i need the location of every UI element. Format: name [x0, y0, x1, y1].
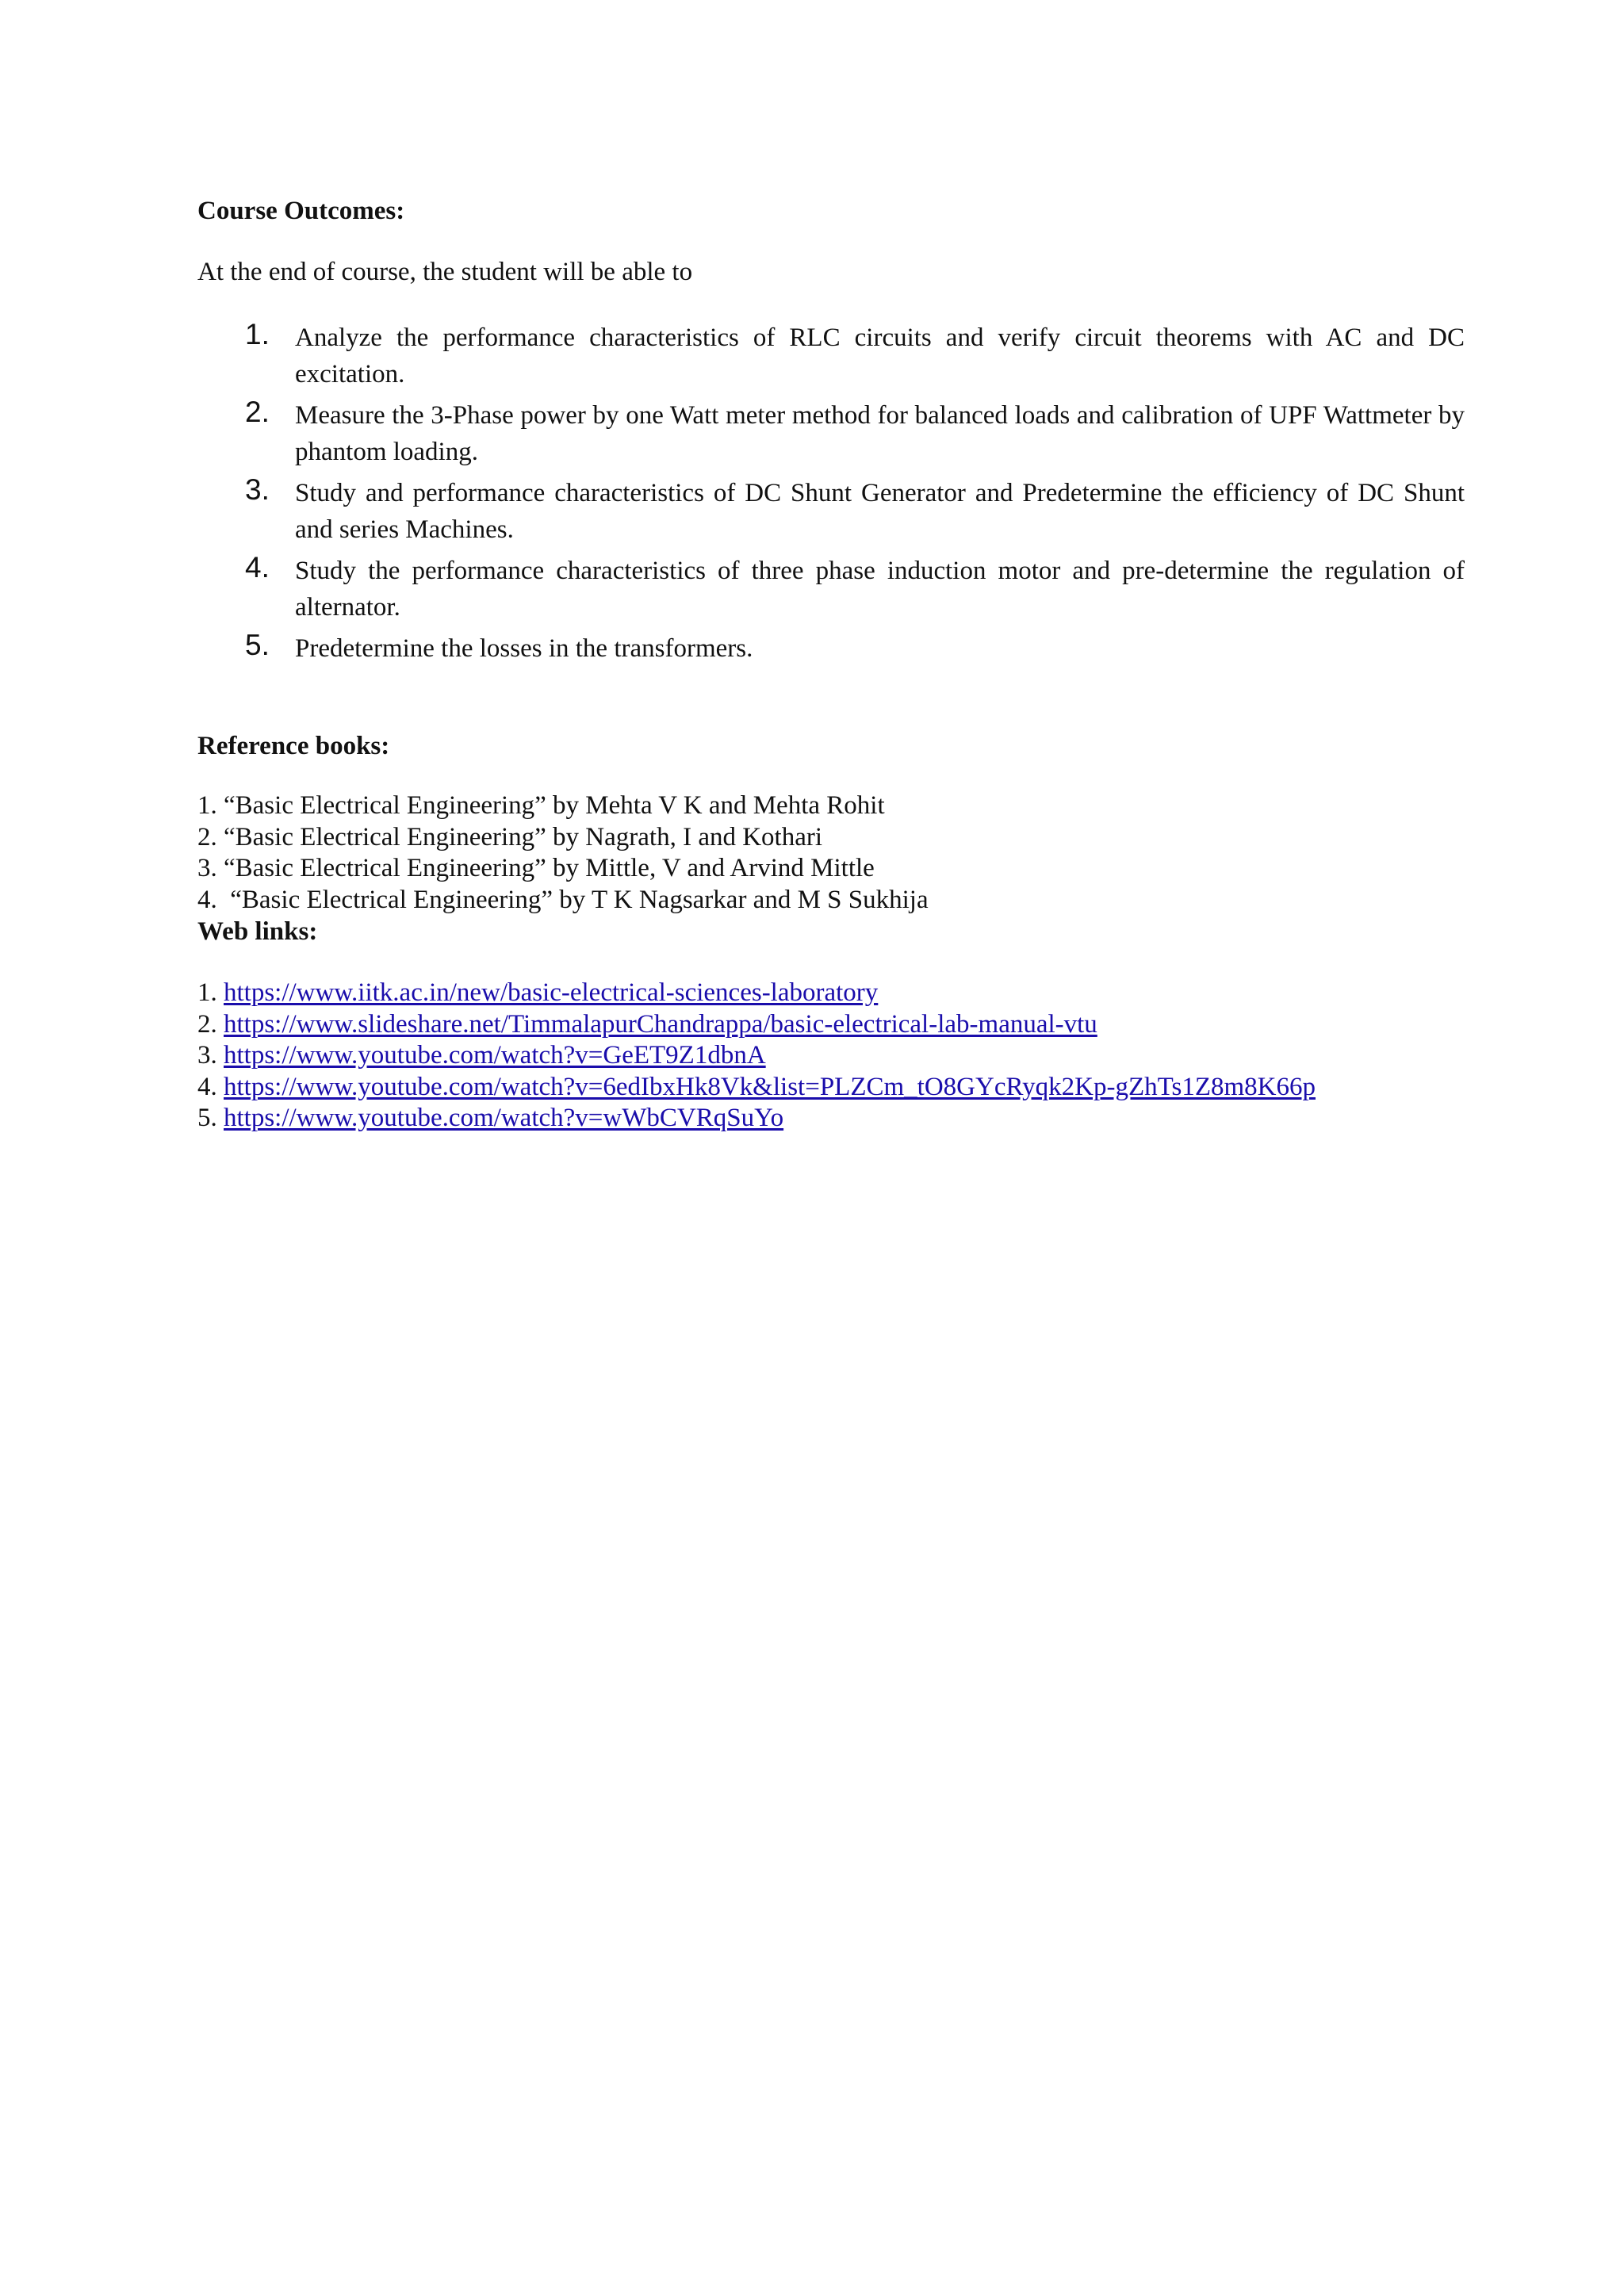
outcome-text: Analyze the performance characteristics of RLC circuits and verify circuit theorems with AC and DC excitation.: [295, 323, 1465, 388]
item-number: 4.: [197, 885, 231, 914]
list-item: [197, 1103, 1465, 1135]
list-item: [197, 885, 1465, 916]
web-link[interactable]: https://www.iitk.ac.in/new/basic-electrical-sciences-laboratory: [224, 978, 879, 1007]
outcome-number: 1.: [245, 318, 270, 350]
outcome-text: Predetermine the losses in the transformers.: [295, 634, 753, 663]
list-item: [197, 397, 1465, 470]
web-link[interactable]: https://www.youtube.com/watch?v=6edIbxHk8Vk&list=PLZCm_tO8GYcRyqk2Kp-gZhTs1Z8m8K66p: [224, 1072, 1316, 1101]
item-number: 2.: [197, 1009, 224, 1039]
list-item: [197, 320, 1465, 392]
course-outcomes-heading: Course Outcomes:: [197, 197, 405, 225]
page-content: [197, 195, 1465, 1135]
item-number: 3.: [197, 854, 224, 882]
web-link[interactable]: https://www.youtube.com/watch?v=wWbCVRqSuYo: [224, 1104, 784, 1132]
list-item: [197, 790, 1465, 822]
item-number: 4.: [197, 1072, 224, 1101]
list-item: [197, 822, 1465, 854]
list-item: [197, 475, 1465, 548]
outcome-text: Measure the 3-Phase power by one Watt meter method for balanced loads and calibration of UPF Wattmeter by phantom loading.: [295, 401, 1465, 466]
web-link[interactable]: https://www.youtube.com/watch?v=GeET9Z1dbnA: [224, 1041, 766, 1070]
reference-book: “Basic Electrical Engineering” by T K Nagsarkar and M S Sukhija: [230, 885, 929, 914]
reference-book: “Basic Electrical Engineering” by Nagrath, I and Kothari: [224, 822, 823, 851]
outcome-text: Study the performance characteristics of three phase induction motor and pre-determine the regulation of alternator.: [295, 557, 1465, 622]
outcome-text: Study and performance characteristics of DC Shunt Generator and Predetermine the efficiency of DC Shunt and series Machines.: [295, 479, 1465, 544]
list-item: [197, 978, 1465, 1009]
list-item: [197, 630, 1465, 667]
list-item: [197, 553, 1465, 626]
list-item: [197, 1072, 1465, 1104]
item-number: 1.: [197, 978, 224, 1007]
course-outcomes-list: [197, 320, 1465, 667]
item-number: 1.: [197, 791, 224, 820]
reference-book: “Basic Electrical Engineering” by Mittle, V and Arvind Mittle: [224, 854, 875, 882]
outcome-number: 5.: [245, 629, 270, 661]
course-outcomes-intro: At the end of course, the student will be able to: [197, 258, 693, 286]
item-number: 2.: [197, 822, 224, 851]
list-item: [197, 1009, 1465, 1041]
reference-books-heading: Reference books:: [197, 732, 390, 760]
web-link[interactable]: https://www.slideshare.net/TimmalapurChandrappa/basic-electrical-lab-manual-vtu: [224, 1009, 1097, 1039]
list-item: [197, 1040, 1465, 1072]
outcome-number: 3.: [245, 473, 270, 506]
web-links-list: [197, 978, 1465, 1135]
reference-books-list: [197, 790, 1465, 916]
reference-book: “Basic Electrical Engineering” by Mehta V K and Mehta Rohit: [224, 791, 885, 820]
web-links-heading: Web links:: [197, 917, 318, 946]
list-item: [197, 853, 1465, 885]
item-number: 5.: [197, 1104, 224, 1132]
item-number: 3.: [197, 1041, 224, 1070]
outcome-number: 4.: [245, 551, 270, 584]
outcome-number: 2.: [245, 396, 270, 428]
